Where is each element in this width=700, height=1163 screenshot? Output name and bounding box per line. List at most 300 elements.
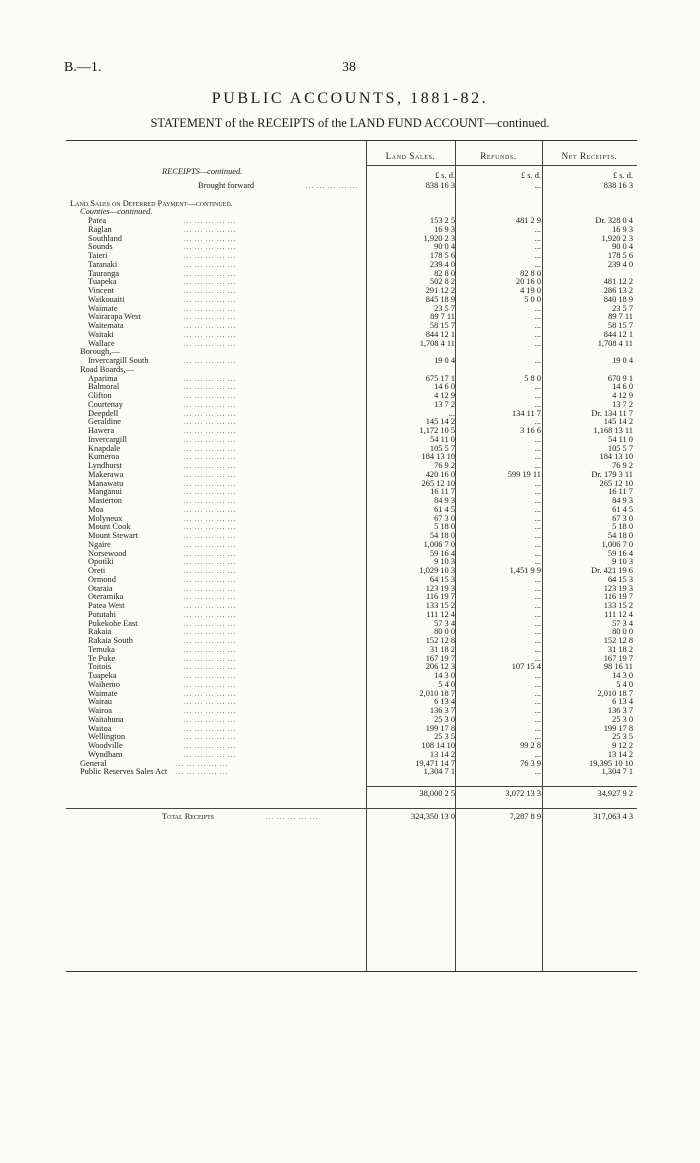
net-receipts-value: 25 3 0 bbox=[612, 714, 633, 724]
road-board-row bbox=[66, 611, 637, 620]
leader-dots: ... ... ... ... ... bbox=[184, 330, 237, 339]
borough-row bbox=[66, 357, 637, 366]
county-row bbox=[66, 252, 637, 261]
row-label: Wallace bbox=[88, 338, 115, 348]
refunds-value: ... bbox=[534, 356, 541, 365]
currency-units-row bbox=[66, 172, 637, 182]
road-board-row bbox=[66, 672, 637, 681]
row-label: Manganui bbox=[88, 487, 122, 497]
leader-dots: ... ... ... ... ... bbox=[184, 654, 237, 663]
leader-dots: ... ... ... ... ... bbox=[184, 322, 237, 330]
road-board-row bbox=[66, 698, 637, 707]
road-boards-heading: Road Boards,— bbox=[80, 364, 134, 374]
land-sales-value: 57 3 4 bbox=[434, 618, 455, 628]
land-sales-value: 108 14 10 bbox=[421, 741, 455, 750]
road-board-row bbox=[66, 436, 637, 445]
row-label: Waitahuna bbox=[88, 714, 124, 724]
net-receipts-value: 6 13 4 bbox=[612, 697, 633, 707]
land-sales-value: 502 8 2 bbox=[429, 277, 455, 287]
refunds-value: 20 16 0 bbox=[515, 277, 541, 287]
land-sales-value: 145 14 2 bbox=[425, 417, 455, 427]
net-receipts-value: 58 15 7 bbox=[607, 321, 633, 330]
road-board-row bbox=[66, 418, 637, 427]
net-receipts-value: 14 3 0 bbox=[612, 671, 633, 680]
county-row bbox=[66, 296, 637, 305]
leader-dots: ... ... ... ... ... bbox=[184, 637, 237, 645]
net-receipts-value: Dr. 421 19 6 bbox=[591, 566, 633, 575]
leader-dots: ... ... ... ... ... bbox=[184, 400, 237, 409]
county-row bbox=[66, 313, 637, 322]
leader-dots: ... ... ... ... ... bbox=[184, 383, 237, 392]
net-receipts-value: 184 13 10 bbox=[599, 452, 633, 462]
road-board-row bbox=[66, 751, 637, 760]
land-sales-value: 13 14 2 bbox=[429, 749, 455, 759]
net-receipts-value: 133 15 2 bbox=[603, 601, 633, 610]
refunds-value: 99 2 8 bbox=[520, 741, 541, 750]
row-label: Molyneux bbox=[88, 513, 123, 523]
county-row bbox=[66, 226, 637, 235]
row-label: Rakaia bbox=[88, 627, 112, 637]
land-sales-value: 25 3 5 bbox=[434, 732, 455, 742]
road-board-row bbox=[66, 497, 637, 506]
leader-dots: ... ... ... ... ... bbox=[184, 392, 237, 400]
col-header-land-sales: Land Sales. bbox=[385, 151, 436, 161]
land-sales-value: 845 18 9 bbox=[425, 294, 455, 304]
road-board-row bbox=[66, 383, 637, 392]
subtotal-refunds: 3,072 13 3 bbox=[505, 788, 541, 798]
county-row bbox=[66, 287, 637, 296]
refunds-value: ... bbox=[534, 627, 541, 637]
leader-dots: ... ... ... ... ... bbox=[184, 523, 237, 532]
borough-heading-row bbox=[66, 348, 637, 357]
row-label: Lyndhurst bbox=[88, 461, 122, 470]
land-sales-value: 291 12 2 bbox=[425, 286, 455, 295]
refunds-value: 5 8 0 bbox=[524, 373, 541, 383]
land-sales-value: 59 16 4 bbox=[429, 548, 455, 558]
leader-dots: ... ... ... ... ... bbox=[184, 575, 237, 584]
county-row bbox=[66, 331, 637, 340]
row-label: Pukekohe East bbox=[88, 618, 138, 628]
total-land-sales: 324,350 13 0 bbox=[411, 811, 455, 821]
land-sales-value: 206 12 3 bbox=[425, 662, 455, 672]
county-row bbox=[66, 278, 637, 287]
subtotal-land-sales: 38,000 2 5 bbox=[419, 788, 455, 798]
net-receipts-value: Dr. 134 11 7 bbox=[591, 408, 633, 418]
row-label: Wellington bbox=[88, 732, 126, 742]
net-receipts-value: 19,395 10 10 bbox=[589, 758, 633, 768]
refunds-value: ... bbox=[534, 461, 541, 470]
refunds-value: ... bbox=[534, 242, 541, 252]
net-receipts-value: 54 18 0 bbox=[607, 531, 633, 540]
land-sales-value: 14 3 0 bbox=[434, 671, 455, 680]
net-receipts-units: £ s. d. bbox=[612, 171, 633, 180]
net-receipts-value: 286 13 2 bbox=[603, 286, 633, 295]
row-label: Public Reserves Sales Act bbox=[80, 767, 168, 777]
net-receipts-value: 5 4 0 bbox=[616, 679, 633, 689]
net-receipts-value: 265 12 10 bbox=[599, 478, 633, 488]
refunds-value: ... bbox=[534, 653, 541, 663]
refunds-value: 481 2 9 bbox=[515, 216, 541, 225]
row-label: Oreti bbox=[88, 566, 106, 575]
land-sales-value: 105 5 7 bbox=[429, 443, 455, 453]
net-receipts-value: 14 6 0 bbox=[612, 382, 633, 392]
net-receipts-value: 90 0 4 bbox=[612, 242, 633, 252]
net-receipts-value: 1,920 2 3 bbox=[601, 233, 633, 243]
leader-dots: ... ... ... ... ... bbox=[184, 549, 237, 558]
row-label: Taranaki bbox=[88, 259, 118, 269]
net-receipts-value: 13 7 2 bbox=[612, 399, 633, 409]
row-label: Courtenay bbox=[88, 399, 123, 409]
net-receipts-value: 64 15 3 bbox=[607, 574, 633, 584]
leader-dots: ... ... ... ... ... bbox=[184, 742, 237, 750]
land-sales-value: 239 4 0 bbox=[429, 259, 455, 269]
land-sales-value: 13 7 2 bbox=[434, 399, 455, 409]
net-receipts-value: 89 7 11 bbox=[608, 312, 633, 322]
road-board-row bbox=[66, 532, 637, 541]
land-sales-value: 6 13 4 bbox=[434, 697, 455, 707]
road-board-row bbox=[66, 707, 637, 716]
refunds-value: ... bbox=[534, 644, 541, 654]
leader-dots: ... ... ... ... ... bbox=[184, 339, 237, 348]
net-receipts-value: 31 18 2 bbox=[607, 644, 633, 654]
road-board-row bbox=[66, 663, 637, 672]
row-label: Makerawa bbox=[88, 469, 124, 479]
leader-dots: ... ... ... ... ... bbox=[184, 453, 237, 462]
net-receipts-value: 5 18 0 bbox=[612, 522, 633, 532]
net-receipts-value: 1,708 4 11 bbox=[597, 338, 633, 348]
land-sales-value: 80 0 0 bbox=[434, 627, 455, 637]
road-board-row bbox=[66, 646, 637, 655]
row-label: Waimate bbox=[88, 688, 118, 698]
refunds-units: £ s. d. bbox=[520, 171, 541, 180]
row-label: Kumeroa bbox=[88, 452, 120, 462]
row-label: Clifton bbox=[88, 391, 112, 400]
leader-dots: ... ... ... ... ... bbox=[184, 514, 237, 523]
total-label: Total Receipts bbox=[162, 811, 214, 821]
net-receipts-value: 59 16 4 bbox=[607, 548, 633, 558]
total-row bbox=[66, 808, 637, 823]
road-board-row bbox=[66, 523, 637, 532]
refunds-value: ... bbox=[534, 181, 541, 190]
county-row bbox=[66, 340, 637, 349]
leader-dots: ... ... ... ... ... bbox=[184, 532, 237, 540]
leader-dots: ... ... ... ... ... bbox=[184, 260, 237, 269]
leader-dots: ... ... ... ... ... bbox=[184, 444, 237, 453]
leader-dots: ... ... ... ... ... bbox=[184, 610, 237, 619]
row-label: Waikouaiti bbox=[88, 294, 125, 304]
row-label: Moa bbox=[88, 504, 104, 514]
land-sales-value: 4 12 9 bbox=[434, 391, 455, 400]
land-sales-value: 54 11 0 bbox=[430, 434, 455, 444]
county-row bbox=[66, 305, 637, 314]
refunds-value: ... bbox=[534, 338, 541, 348]
row-label: Wyndham bbox=[88, 749, 123, 759]
refunds-value: ... bbox=[534, 478, 541, 488]
borough-heading: Borough,— bbox=[80, 347, 120, 357]
leader-dots: ... ... ... ... ... bbox=[184, 707, 237, 715]
road-board-row bbox=[66, 628, 637, 637]
refunds-value: ... bbox=[534, 443, 541, 453]
row-label: Hawera bbox=[88, 426, 115, 435]
road-board-row bbox=[66, 375, 637, 384]
row-label: Waitaki bbox=[88, 329, 114, 339]
land-sales-value: 5 18 0 bbox=[434, 522, 455, 532]
net-receipts-value: 84 9 3 bbox=[612, 496, 633, 505]
row-label: Wairoa bbox=[88, 706, 112, 715]
page-title: PUBLIC ACCOUNTS, 1881-82. bbox=[211, 90, 489, 107]
row-label: Mount Stewart bbox=[88, 531, 139, 540]
leader-dots: ... ... ... ... ... bbox=[184, 680, 237, 689]
road-board-row bbox=[66, 567, 637, 576]
row-label: Southland bbox=[88, 233, 122, 243]
road-boards-heading-row bbox=[66, 366, 637, 375]
land-sales-value: 76 9 2 bbox=[434, 461, 455, 470]
refunds-value: ... bbox=[534, 583, 541, 593]
row-label: Vincent bbox=[88, 286, 115, 295]
road-board-row bbox=[66, 558, 637, 567]
land-sales-value: 838 16 3 bbox=[425, 181, 455, 190]
row-label: Rakaia South bbox=[88, 636, 133, 645]
row-label: Waitoa bbox=[88, 723, 112, 733]
net-receipts-value: Dr. 179 3 11 bbox=[591, 469, 633, 479]
row-label: Norsewood bbox=[88, 548, 127, 558]
land-sales-value: 184 13 10 bbox=[421, 452, 455, 462]
net-receipts-value: 25 3 5 bbox=[612, 732, 633, 742]
refunds-value: 1,451 9 9 bbox=[509, 566, 541, 575]
land-sales-value: 1,708 4 11 bbox=[419, 338, 455, 348]
row-label: General bbox=[80, 758, 107, 768]
road-board-row bbox=[66, 620, 637, 629]
row-label: Invercargill South bbox=[88, 356, 149, 365]
land-sales-value: 844 12 1 bbox=[425, 329, 455, 339]
refunds-value: ... bbox=[534, 487, 541, 497]
road-board-row bbox=[66, 690, 637, 699]
leader-dots: ... ... ... ... ... bbox=[184, 505, 237, 514]
total-refunds: 7,287 8 9 bbox=[509, 811, 541, 821]
total-net-receipts: 317,063 4 3 bbox=[593, 811, 633, 821]
land-sales-value: 82 8 0 bbox=[434, 268, 455, 278]
net-receipts-value: 111 12 4 bbox=[604, 609, 633, 619]
leader-dots: ... ... ... ... ... bbox=[184, 435, 237, 444]
refunds-value: 3 16 6 bbox=[520, 426, 541, 435]
road-board-row bbox=[66, 471, 637, 480]
refunds-value: ... bbox=[534, 767, 541, 777]
refunds-value: ... bbox=[534, 496, 541, 505]
row-label: Oteramika bbox=[88, 592, 124, 602]
leader-dots: ... ... ... ... ... bbox=[184, 418, 237, 427]
row-label: Patea West bbox=[88, 601, 125, 610]
refunds-value: ... bbox=[534, 259, 541, 269]
net-receipts-value: 670 9 1 bbox=[607, 373, 633, 383]
land-sales-value: 58 15 7 bbox=[429, 321, 455, 330]
net-receipts-value: 98 16 11 bbox=[603, 662, 633, 672]
row-label: Toitois bbox=[88, 662, 112, 672]
land-sales-value: 1,006 7 0 bbox=[423, 539, 455, 549]
road-board-row bbox=[66, 725, 637, 734]
row-label: Ormond bbox=[88, 574, 116, 584]
land-sales-value: 9 10 3 bbox=[434, 557, 455, 567]
row-label: Pututahi bbox=[88, 609, 116, 619]
refunds-value: ... bbox=[534, 434, 541, 444]
road-board-row bbox=[66, 541, 637, 550]
leader-dots: ... ... ... ... ... bbox=[184, 698, 237, 707]
page-number: 38 bbox=[342, 60, 356, 75]
leader-dots: ... ... ... ... ... bbox=[184, 304, 237, 313]
row-label: Aparima bbox=[88, 373, 118, 383]
leader-dots: ... ... ... ... ... bbox=[184, 663, 237, 672]
land-sales-value: 1,304 7 1 bbox=[423, 767, 455, 777]
refunds-value: 5 0 0 bbox=[524, 294, 541, 304]
refunds-value: ... bbox=[534, 671, 541, 680]
land-sales-value: 178 5 6 bbox=[429, 251, 455, 260]
county-row bbox=[66, 261, 637, 270]
leader-dots: ... ... ... ... ... bbox=[184, 645, 237, 654]
land-sales-value: 23 5 7 bbox=[434, 303, 455, 313]
net-receipts-value: 54 11 0 bbox=[608, 434, 633, 444]
row-label: Raglan bbox=[88, 224, 112, 234]
net-receipts-value: 152 12 8 bbox=[603, 636, 633, 645]
refunds-value: ... bbox=[534, 732, 541, 742]
road-board-row bbox=[66, 480, 637, 489]
refunds-value: ... bbox=[534, 513, 541, 523]
refunds-value: ... bbox=[534, 601, 541, 610]
net-receipts-value: 844 12 1 bbox=[603, 329, 633, 339]
road-board-row bbox=[66, 515, 637, 524]
leader-dots: ... ... ... ... ... bbox=[184, 252, 237, 260]
section-heading: Land Sales on Deferred Payment—continued. bbox=[70, 198, 233, 208]
leader-dots: ... ... ... ... ... bbox=[184, 715, 237, 724]
leader-dots: ... ... ... ... ... bbox=[184, 558, 237, 567]
road-board-row bbox=[66, 602, 637, 611]
row-label: Deepdell bbox=[88, 408, 119, 418]
refunds-value: ... bbox=[534, 303, 541, 313]
leader-dots: ... ... ... ... ... bbox=[184, 602, 237, 610]
net-receipts-value: 840 18 9 bbox=[603, 294, 633, 304]
row-label: Te Puke bbox=[88, 653, 116, 663]
leader-dots: ... ... ... ... ... bbox=[184, 567, 237, 575]
col-header-refunds: Refunds. bbox=[480, 151, 517, 161]
leader-dots: ... ... ... ... ... bbox=[184, 234, 237, 243]
refunds-value: ... bbox=[534, 417, 541, 427]
row-label: Woodville bbox=[88, 741, 123, 750]
leader-dots: ... ... ... ... ... bbox=[184, 470, 237, 479]
road-board-row bbox=[66, 550, 637, 559]
land-sales-value: 25 3 0 bbox=[434, 714, 455, 724]
refunds-value: ... bbox=[534, 592, 541, 602]
leader-dots: ... ... ... ... ... bbox=[266, 812, 319, 821]
refunds-value: 76 3 9 bbox=[520, 758, 541, 768]
net-receipts-value: 2,010 18 7 bbox=[597, 688, 633, 698]
road-board-row bbox=[66, 462, 637, 471]
row-label: Waihemo bbox=[88, 679, 120, 689]
refunds-value: ... bbox=[534, 391, 541, 400]
refunds-value: ... bbox=[534, 548, 541, 558]
leader-dots: ... ... ... ... ... bbox=[176, 759, 229, 768]
county-row bbox=[66, 322, 637, 331]
leader-dots: ... ... ... ... ... bbox=[184, 243, 237, 252]
road-board-row bbox=[66, 392, 637, 401]
leader-dots: ... ... ... ... ... bbox=[184, 750, 237, 759]
net-receipts-value: 4 12 9 bbox=[612, 391, 633, 400]
leader-dots: ... ... ... ... ... bbox=[184, 225, 237, 234]
road-board-row bbox=[66, 410, 637, 419]
net-receipts-value: 67 3 0 bbox=[612, 513, 633, 523]
refunds-value: ... bbox=[534, 714, 541, 724]
row-label: Balmoral bbox=[88, 382, 120, 392]
land-sales-value: 14 6 0 bbox=[434, 382, 455, 392]
leader-dots: ... ... ... ... ... bbox=[184, 313, 237, 322]
net-receipts-value: 167 19 7 bbox=[603, 653, 633, 663]
land-sales-value: 133 15 2 bbox=[425, 601, 455, 610]
leader-dots: ... ... ... ... ... bbox=[184, 427, 237, 435]
page-subtitle: STATEMENT of the RECEIPTS of the LAND FUND ACCOUNT—continued. bbox=[150, 116, 550, 130]
road-board-row bbox=[66, 681, 637, 690]
refunds-value: ... bbox=[534, 723, 541, 733]
refunds-value: ... bbox=[534, 706, 541, 715]
leader-dots: ... ... ... ... ... bbox=[184, 409, 237, 418]
refunds-value: 599 19 11 bbox=[507, 469, 541, 479]
road-board-row bbox=[66, 655, 637, 664]
road-board-row bbox=[66, 401, 637, 410]
document-reference: B.—1. bbox=[64, 60, 102, 75]
row-label: Temuka bbox=[88, 644, 115, 654]
county-row bbox=[66, 217, 637, 226]
land-sales-value: 123 19 3 bbox=[425, 583, 455, 593]
land-sales-value: 19,471 14 7 bbox=[415, 758, 455, 768]
refunds-value: ... bbox=[534, 636, 541, 645]
land-sales-value: 89 7 11 bbox=[430, 312, 455, 322]
counties-heading: Counties—continued. bbox=[80, 207, 153, 217]
refunds-value: ... bbox=[534, 382, 541, 392]
road-board-row bbox=[66, 453, 637, 462]
land-sales-value: ... bbox=[448, 408, 455, 418]
net-receipts-value: 76 9 2 bbox=[612, 461, 633, 470]
refunds-value: ... bbox=[534, 609, 541, 619]
land-sales-value: 2,010 18 7 bbox=[419, 688, 455, 698]
land-sales-value: 1,172 10 5 bbox=[419, 426, 455, 435]
leader-dots: ... ... ... ... ... bbox=[184, 497, 237, 505]
row-label: Wairau bbox=[88, 697, 112, 707]
net-receipts-value: 9 12 2 bbox=[612, 741, 633, 750]
road-board-row bbox=[66, 506, 637, 515]
refunds-value: ... bbox=[534, 251, 541, 260]
land-sales-value: 84 9 3 bbox=[434, 496, 455, 505]
county-row bbox=[66, 235, 637, 244]
public-reserves-row bbox=[66, 768, 637, 777]
counties-heading-row bbox=[66, 208, 637, 217]
leader-dots: ... ... ... ... ... bbox=[184, 287, 237, 295]
net-receipts-value: 19 0 4 bbox=[612, 356, 633, 365]
net-receipts-value: 145 14 2 bbox=[603, 417, 633, 427]
refunds-value: ... bbox=[534, 618, 541, 628]
subtotal-row bbox=[366, 786, 637, 799]
net-receipts-value: 23 5 7 bbox=[612, 303, 633, 313]
land-sales-value: 19 0 4 bbox=[434, 356, 455, 365]
row-label: Otaraia bbox=[88, 583, 113, 593]
row-spacer bbox=[66, 777, 637, 786]
row-label: Waitemata bbox=[88, 321, 124, 330]
leader-dots: ... ... ... ... ... bbox=[184, 733, 237, 742]
refunds-value: ... bbox=[534, 321, 541, 330]
leader-dots: ... ... ... ... ... bbox=[184, 672, 237, 680]
net-receipts-value: 136 3 7 bbox=[607, 706, 633, 715]
land-sales-value: 16 9 3 bbox=[434, 224, 455, 234]
refunds-value: ... bbox=[534, 399, 541, 409]
row-spacer bbox=[66, 799, 637, 808]
refunds-value: ... bbox=[534, 539, 541, 549]
row-label: Masterton bbox=[88, 496, 122, 505]
net-receipts-value: 239 4 0 bbox=[607, 259, 633, 269]
